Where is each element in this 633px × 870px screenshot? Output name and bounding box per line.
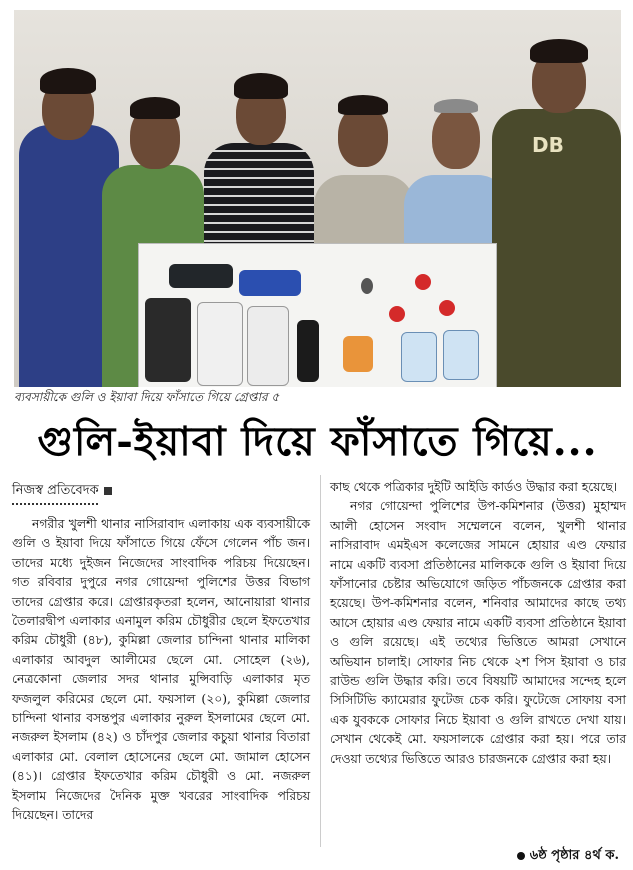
byline <box>12 481 112 502</box>
article-column-1 <box>12 515 310 826</box>
column-2-lead: কাছ থেকে পত্রিকার দুইটি আইডি কার্ডও উদ্ধার করা হয়েছে। <box>330 480 618 494</box>
bullet-icon <box>389 306 405 322</box>
headline: গুলি-ইয়াবা দিয়ে ফাঁসাতে গিয়ে... <box>37 418 598 465</box>
bullet-icon <box>415 274 431 290</box>
photo-caption: ব্যবসায়ীকে গুলি ও ইয়াবা দিয়ে ফাঁসাতে গিয়ে গ্রেপ্তার ৫ <box>14 390 280 404</box>
article-column-2 <box>330 478 626 769</box>
smartphone-icon <box>145 298 191 382</box>
column-1-text: নগরীর খুলশী থানার নাসিরাবাদ এলাকায় এক ব্যবসায়ীকে গুলি ও ইয়াবা দিয়ে ফাঁসাতে গিয়ে ফেঁসে গেলেন পাঁচ জন। তাদের মধ্যে দুইজন নিজেদের সাংবাদিক পরিচয় দিয়েছেন। গত রবিবার দুপুরে নগর গোয়েন্দা পুলিশের উত্তর বিভাগ তাদের গ্রেপ্তার করে। গ্রেপ্তারকৃতরা হলেন, আনোয়ারা থানার তৈলারদ্বীপ এলাকার এনামুল করিম চৌধুরীর ছেলে ইফতেখার করিম চৌধুরী (৪৮), কুমিল্লা জেলার চান্দিনা থানার মালিকা এলাকার আবদুল আলীমের ছেলে মো. সোহেল (২৬), নেত্রকোনা জেলার সদর থানার মুন্সিবাড়ি এলাকার মৃত ফজলুল করিমের ছেলে মো. ফয়সাল (২০), কুমিল্লা জেলার চান্দিনা থানার বসন্তপুর এলাকার নুরুল ইসলামের ছেলে মো. নজরুল ইসলাম (৪২) ও চাঁদপুর জেলার কচুয়া থানার বিতারা এলাকার মো. বেলাল হোসেনের ছেলে মো. জামাল হোসেন (৪১)। গ্রেপ্তার ইফতেখার করিম চৌধুরী ও মো. নজরুল ইসলাম নিজেদের দৈনিক মুক্ত খবরের সাংবাদিক পরিচয় দিয়েছেন। তাদের <box>12 517 310 823</box>
press-id-card-icon <box>443 330 479 380</box>
byline-text: নিজস্ব প্রতিবেদক <box>12 483 99 498</box>
press-id-card-icon <box>401 332 437 382</box>
yaba-tablets-icon <box>343 336 373 372</box>
bullet-icon <box>361 278 373 294</box>
person-6 <box>492 15 621 387</box>
smartphone-icon <box>197 302 243 386</box>
continuation-note <box>517 846 619 867</box>
column-2-text: নগর গোয়েন্দা পুলিশের উপ-কমিশনার (উত্তর) মুহাম্মদ আলী হোসেন সংবাদ সম্মেলনে বলেন, খুলশী থানার নাসিরাবাদ এমইএস কলেজের সামনে হোয়ার এণ্ড ফেয়ার নামে একটি ব্যবসা প্রতিষ্ঠানের মালিককে গুলি ও ইয়াবা দিয়ে ফাঁসানোর চেষ্টার অভিযোগে জড়িত পাঁচজনকে গ্রেপ্তার করা হয়েছে। উপ-কমিশনার বলেন, শনিবার আমাদের কাছে তথ্য আসে হোয়ার এণ্ড ফেয়ার নামে একটি ব্যবসা প্রতিষ্ঠানে ইয়াবা ও গুলি রয়েছে। এই তথ্যের ভিত্তিতে আমরা সেখানে অভিযান চালাই। সোফার নিচ থেকে ২শ পিস ইয়াবা ও চার রাউন্ড গুলি উদ্ধার করি। তবে বিষয়টি আমাদের সন্দেহ হলে সিসিটিভি ক্যামেরার ফুটেজ চেক করি। ফুটেজে সোফায় বসা এক যুবককে সোফার নিচে ইয়াবা ও গুলি রাখতে দেখা যায়। সেখান থেকেই মো. ফয়সালকে গ্রেপ্তার করা হয়। পরে তার দেওয়া তথ্যের ভিত্তিতে আরও চারজনকে গ্রেপ্তার করা হয়। <box>330 499 626 766</box>
seized-items-inset <box>138 243 497 387</box>
continuation-text: ৬ষ্ঠ পৃষ্ঠার ৪র্থ ক. <box>529 848 619 863</box>
smartphone-icon <box>247 306 289 386</box>
bullet-icon <box>439 300 455 316</box>
id-card-icon <box>169 264 233 288</box>
news-photo <box>14 10 621 387</box>
feature-phone-icon <box>297 320 319 382</box>
byline-divider <box>12 503 98 505</box>
db-vest-badge: DB <box>532 133 564 157</box>
feature-phone-icon <box>239 270 301 296</box>
bullet-icon <box>517 852 525 860</box>
byline-square-icon <box>104 487 112 495</box>
column-divider <box>320 475 321 847</box>
